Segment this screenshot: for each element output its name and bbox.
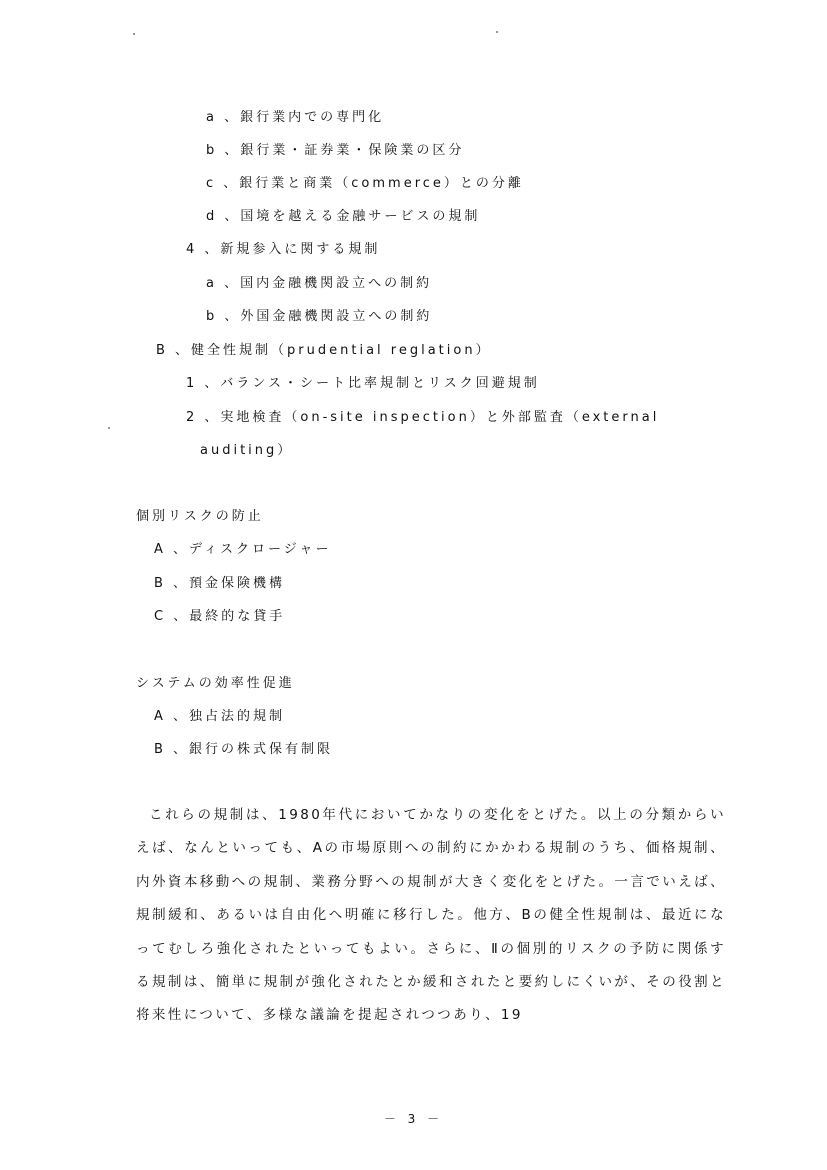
scan-speck bbox=[496, 31, 498, 33]
scan-speck bbox=[133, 33, 135, 35]
outline-item: b 、外国金融機関設立への制約 bbox=[206, 309, 433, 324]
scan-speck bbox=[108, 427, 110, 429]
outline-item: B 、健全性規制（prudential reglation） bbox=[156, 343, 492, 358]
outline-item: a 、銀行業内での専門化 bbox=[206, 110, 385, 125]
section-heading: 個別リスクの防止 bbox=[136, 509, 264, 524]
paragraph-text: これらの規制は、1980年代においてかなりの変化をとげた。以上の分類からいえば、なんといっても、Aの市場原則への制約にかかわる規制のうち、価格規制、内外資本移動への規制、業務分野への規制が大きく変化をとげた。一言でいえば、規制緩和、あるいは自由化へ明確に移行した。他方、Bの健全性規制は、最近になってむしろ強化されたといってもよい。さらに、Ⅱの個別的リスクの予防に関係する規制は、簡単に規制が強化されたとか緩和されたと要約しにくいが、その役割と将来性について、多様な議論を提起されつつあり、19 bbox=[136, 807, 726, 1024]
outline-item: c 、銀行業と商業（commerce）との分離 bbox=[206, 176, 524, 191]
outline-item: 4 、新規参入に関する規制 bbox=[186, 242, 381, 257]
page-number: － 3 － bbox=[383, 1112, 444, 1126]
section-item: C 、最終的な貸手 bbox=[154, 609, 286, 624]
body-paragraph bbox=[136, 799, 726, 1033]
section-item: A 、ディスクロージャー bbox=[154, 542, 332, 557]
outline-item: a 、国内金融機関設立への制約 bbox=[206, 276, 433, 291]
outline-item: b 、銀行業・証券業・保険業の区分 bbox=[206, 143, 465, 158]
outline-item: auditing） bbox=[200, 443, 294, 458]
section-heading: システムの効率性促進 bbox=[136, 676, 295, 691]
outline-item: d 、国境を越える金融サービスの規制 bbox=[206, 209, 481, 224]
outline-item: 2 、実地検査（on-site inspection）と外部監査（external bbox=[186, 410, 660, 425]
section-item: B 、銀行の株式保有制限 bbox=[154, 742, 334, 757]
outline-item: 1 、バランス・シート比率規制とリスク回避規制 bbox=[186, 376, 540, 391]
section-item: A 、独占法的規制 bbox=[154, 709, 286, 724]
section-item: B 、預金保険機構 bbox=[154, 576, 286, 591]
